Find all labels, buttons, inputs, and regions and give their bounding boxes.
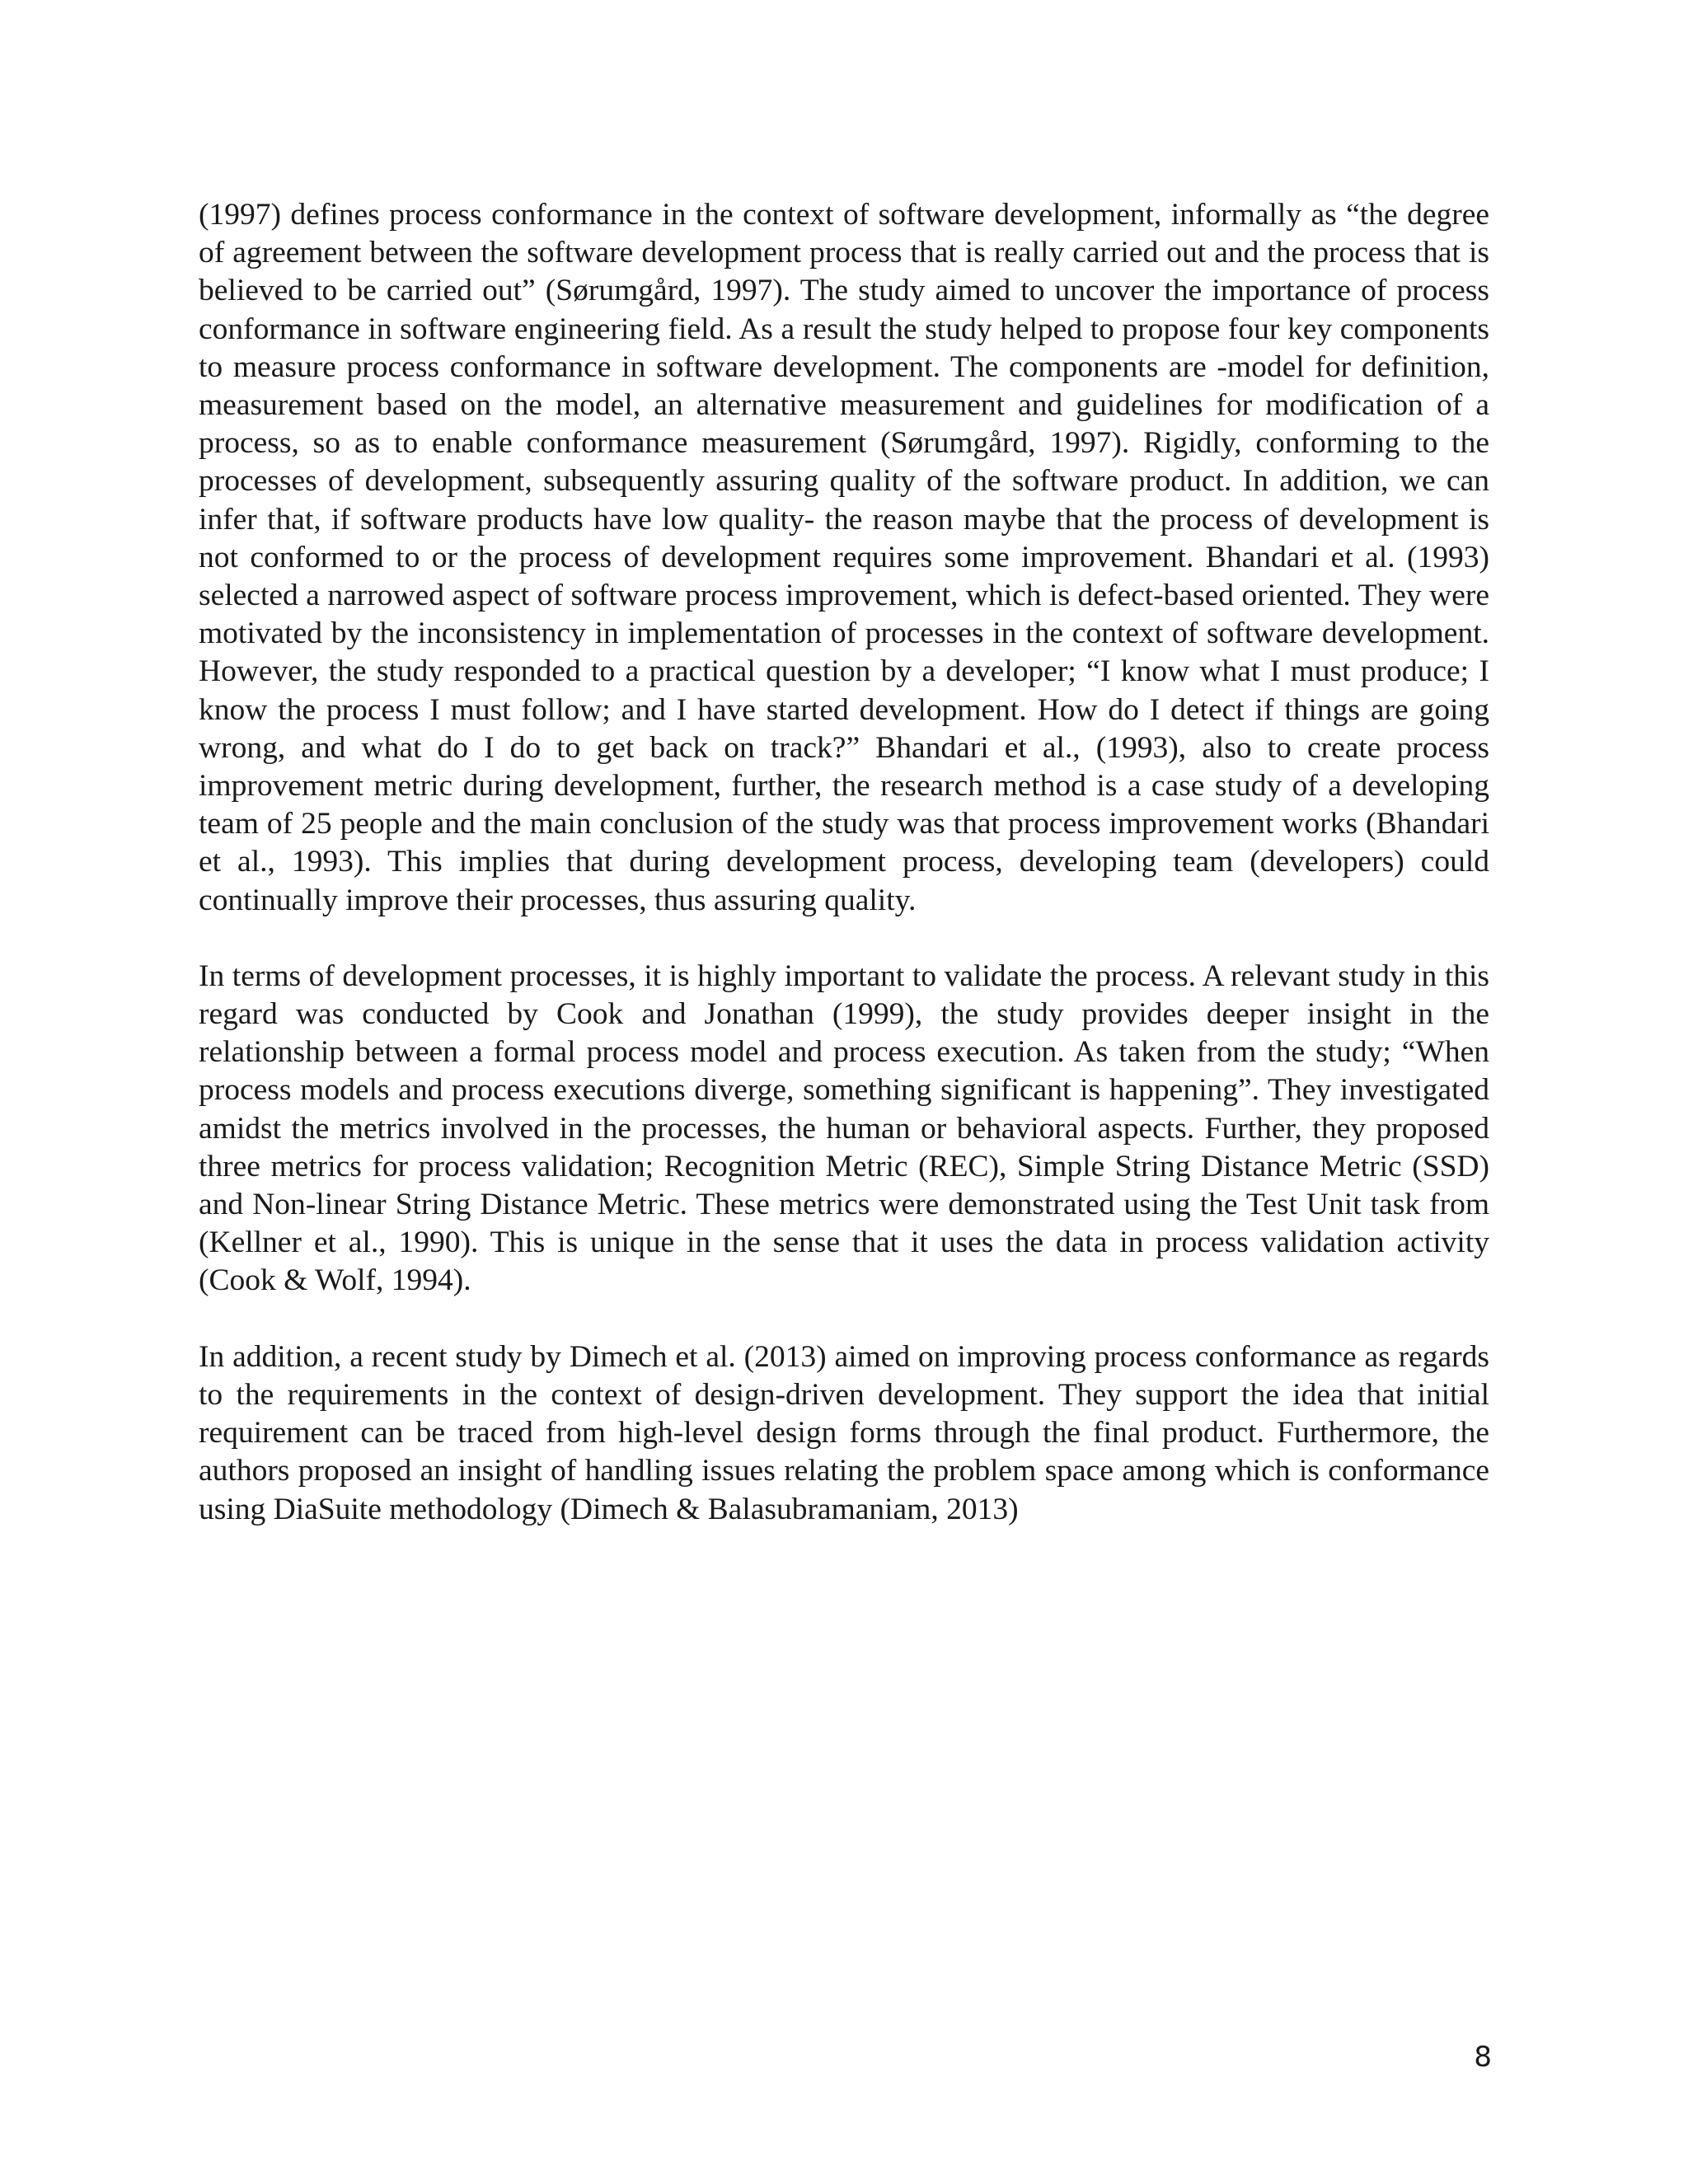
body-text [199,196,1489,1567]
paragraph-process-conformance: (1997) defines process conformance in the context of software development, informally as “the degree of agreement between the software development process that is really carried out and the process that is believed to be carried out” (Sørumgård, 1997). The study aimed to uncover the importance of process conformance in software engineering field. As a result the study helped to propose four key components to measure process conformance in software development. The components are -model for definition, measurement based on the model, an alternative measurement and guidelines for modification of a process, so as to enable conformance measurement (Sørumgård, 1997). Rigidly, conforming to the processes of development, subsequently assuring quality of the software product. In addition, we can infer that, if software products have low quality- the reason maybe that the process of development is not conformed to or the process of development requires some improvement. Bhandari et al. (1993) selected a narrowed aspect of software process improvement, which is defect-based oriented. They were motivated by the inconsistency in implementation of processes in the context of software development. However, the study responded to a practical question by a developer; “I know what I must produce; I know the process I must follow; and I have started development. How do I detect if things are going wrong, and what do I do to get back on track?” Bhandari et al., (1993), also to create process improvement metric during development, further, the research method is a case study of a developing team of 25 people and the main conclusion of the study was that process improvement works (Bhandari et al., 1993). This implies that during development process, developing team (developers) could continually improve their processes, thus assuring quality. [199,198,1489,917]
paragraph-process-validation: In terms of development processes, it is highly important to validate the process. A relevant study in this regard was conducted by Cook and Jonathan (1999), the study provides deeper insight in the relationship between a formal process model and process execution. As taken from the study; “When process models and process executions diverge, something significant is happening”. They investigated amidst the metrics involved in the processes, the human or behavioral aspects. Further, they proposed three metrics for process validation; Recognition Metric (REC), Simple String Distance Metric (SSD) and Non-linear String Distance Metric. These metrics were demonstrated using the Test Unit task from (Kellner et al., 1990). This is unique in the sense that it uses the data in process validation activity (Cook & Wolf, 1994). [199,958,1489,1298]
paragraph-design-driven-development: In addition, a recent study by Dimech et al. (2013) aimed on improving process conformance as regards to the requirements in the context of design-driven development. They support the idea that initial requirement can be traced from high-level design forms through the final product. Furthermore, the authors proposed an insight of handling issues relating the problem space among which is conformance using DiaSuite methodology (Dimech & Balasubramaniam, 2013) [199,1339,1489,1526]
page-number: 8 [1474,2041,1492,2074]
